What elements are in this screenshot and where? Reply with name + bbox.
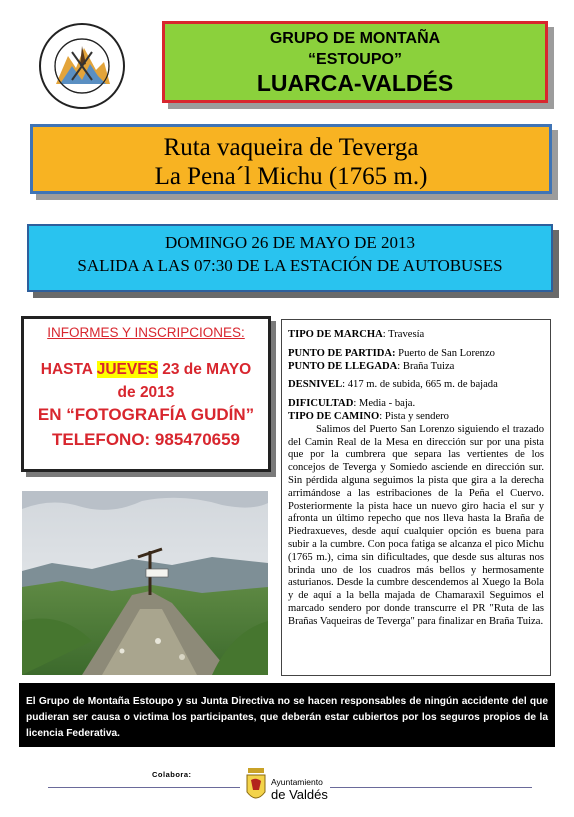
- detail-value: : Travesía: [382, 329, 425, 340]
- registration-title: INFORMES Y INSCRIPCIONES:: [47, 325, 245, 340]
- deadline-year: de 2013: [117, 384, 175, 401]
- detail-label: TIPO DE CAMINO: [288, 410, 380, 422]
- route-description: Salimos del Puerto San Lorenzo siguiendo el trazado del Camin Real de la Mesa en dirección sur por una pista que por la cumbrera que separa las vertientes de los concejos de Teverga y Somiedo asciende en dirección sur. Sin pérdida alguna seguimos la pista que gira a la derecha arrimándose a las estribaciones de la Peña el Cuervo. Posteriormente la pista hace un nuevo giro hacia el sur y afronta un último repecho que nos lleva hasta la Braña de Piedraxueves, desde aquí cualquier opción es buena para subir a la cumbre. Con poca fatiga se alcanza el pico Michu (1765 m.), cima sin dificultades, que desde sus alturas nos brinda uno de los cuadros más bellos y hermosamente asturianos. Desde la cumbre descendemos al Xuego la Bola y de aquí a la bella majada de Chamaraxil Seguimos el marcado sendero por donde transcurre el PR "Ruta de las Brañas Vaqueiras de Teverga" para finalizar en Braña Tuiza.: [288, 423, 544, 627]
- ayuntamiento-line1: Ayuntamiento: [271, 777, 323, 787]
- detail-tipo-marcha: [288, 329, 544, 342]
- detail-label: PUNTO DE PARTIDA:: [288, 347, 396, 359]
- registration-box: [21, 316, 271, 472]
- colabora-label: Colabora:: [152, 770, 192, 779]
- detail-value: : Media - baja.: [353, 398, 416, 410]
- ayuntamiento-crest-icon: [245, 768, 267, 804]
- detail-value: : Braña Tuiza: [397, 360, 455, 372]
- footer-divider-right: [330, 787, 532, 788]
- detail-camino: [288, 411, 544, 424]
- detail-value: : Pista y sendero: [379, 410, 449, 422]
- departure-info: SALIDA A LAS 07:30 DE LA ESTACIÓN DE AUTOBUSES: [77, 256, 503, 275]
- route-title: Ruta vaqueira de Teverga: [163, 134, 419, 161]
- ayuntamiento-line2: de Valdés: [271, 786, 328, 802]
- estoupo-logo: [38, 22, 126, 110]
- detail-desnivel: [288, 379, 544, 392]
- ayuntamiento-logo: [271, 778, 328, 801]
- club-location: LUARCA-VALDÉS: [256, 70, 454, 96]
- route-details: [281, 319, 551, 676]
- deadline-prefix: HASTA: [40, 361, 97, 378]
- footer-divider-left: [48, 787, 240, 788]
- mountain-photo: [22, 491, 268, 675]
- disclaimer-box: El Grupo de Montaña Estoupo y su Junta Directiva no se hacen responsables de ningún accidente del que pudieran ser causa o victima los participantes, que deberán estar cubiertos por los seguros propios de la licencia Federativa.: [19, 683, 555, 747]
- detail-llegada: [288, 361, 544, 374]
- club-name-line1: GRUPO DE MONTAÑA: [269, 30, 441, 47]
- route-title-box: [30, 124, 552, 194]
- date-box: [27, 224, 553, 292]
- deadline-day: 23 de MAYO: [157, 361, 252, 378]
- detail-value: : 417 m. de subida, 665 m. de bajada: [342, 379, 498, 391]
- club-header: [162, 21, 548, 103]
- registration-shop: EN “FOTOGRAFÍA GUDÍN”: [37, 405, 255, 424]
- detail-value: Puerto de San Lorenzo: [395, 347, 495, 359]
- detail-dificultad: [288, 398, 544, 411]
- club-name-line2: “ESTOUPO”: [308, 51, 402, 68]
- detail-label: PUNTO DE LLEGADA: [288, 360, 398, 372]
- detail-label: DIFICULTAD: [288, 398, 354, 410]
- detail-label: DESNIVEL: [288, 379, 343, 391]
- event-date: DOMINGO 26 DE MAYO DE 2013: [164, 233, 416, 252]
- registration-deadline: [24, 361, 268, 379]
- detail-label: TIPO DE MARCHA: [288, 329, 383, 340]
- registration-phone: TELEFONO: 985470659: [51, 430, 241, 449]
- route-subtitle: La Pena´l Michu (1765 m.): [154, 163, 428, 190]
- deadline-weekday: JUEVES: [96, 361, 158, 378]
- detail-partida: [288, 348, 544, 361]
